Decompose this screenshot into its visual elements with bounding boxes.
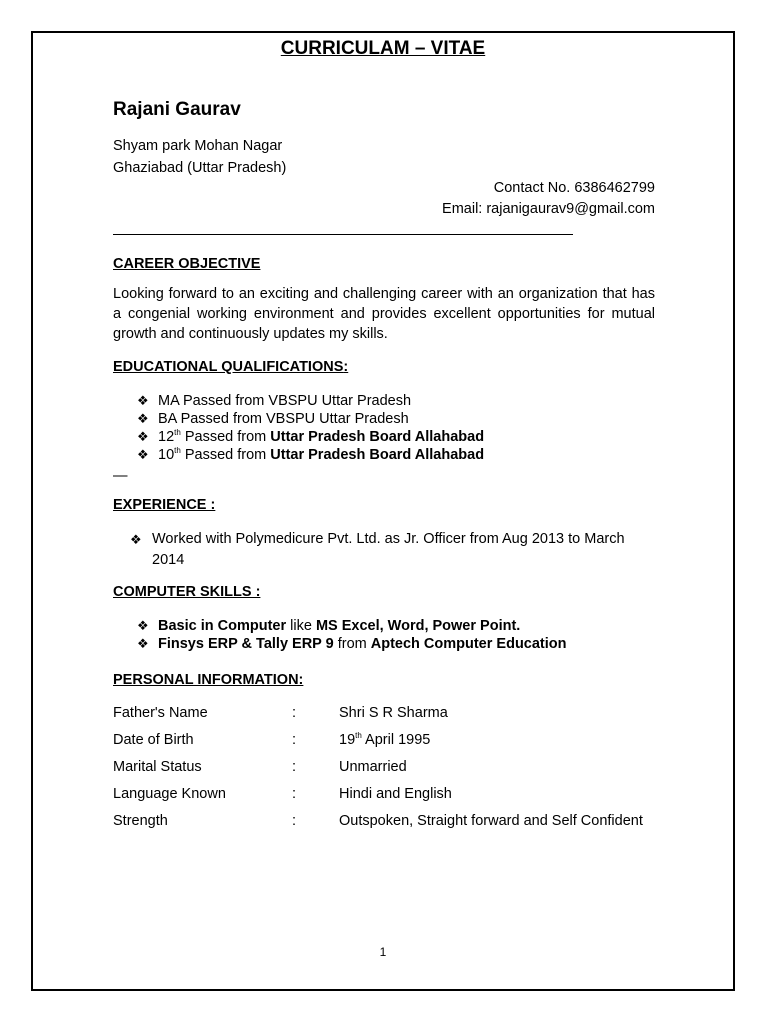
document-title: CURRICULAM – VITAE	[280, 38, 486, 59]
stray-dash: —	[113, 468, 128, 484]
info-row-language-known	[113, 786, 673, 806]
education-item-board: Uttar Pradesh Board Allahabad	[270, 447, 485, 463]
info-row-marital-status	[113, 759, 673, 779]
dob-day-sup: th	[355, 731, 362, 740]
info-label: Strength	[113, 813, 168, 829]
skill-text: from	[333, 636, 371, 652]
page-number: 1	[379, 945, 387, 959]
education-item-num: 10	[158, 447, 175, 463]
info-separator: :	[292, 732, 297, 748]
bullet-diamond-icon: ❖	[137, 393, 149, 408]
education-item-pre: Passed from	[180, 447, 271, 463]
skill-bold-1: Finsys ERP & Tally ERP 9	[158, 636, 334, 652]
skill-bold-1: Basic in Computer	[158, 618, 287, 634]
info-label: Father's Name	[113, 705, 208, 721]
skill-text: like	[286, 618, 316, 634]
list-item	[137, 392, 484, 410]
info-row-strength	[113, 813, 673, 833]
dob-rest: April 1995	[361, 732, 431, 748]
education-heading	[113, 359, 348, 375]
education-item-board: Uttar Pradesh Board Allahabad	[270, 429, 485, 445]
info-separator: :	[292, 813, 297, 829]
skill-bold-2: MS Excel, Word, Power Point.	[315, 618, 521, 634]
education-item-text: MA Passed from VBSPU Uttar Pradesh	[158, 393, 412, 409]
education-item-pre: Passed from	[180, 429, 271, 445]
bullet-diamond-icon: ❖	[137, 447, 149, 462]
career-objective-text: Looking forward to an exciting and challenging career with an organization that has a congenial working environment and provides excellent opportunities for mutual growth and continuously updates my skills.	[113, 286, 655, 342]
info-separator: :	[292, 705, 297, 721]
contact-phone: Contact No. 6386462799	[493, 180, 655, 196]
list-item	[137, 635, 567, 653]
list-item	[137, 410, 484, 428]
address-line-2: Ghaziabad (Uttar Pradesh)	[113, 160, 287, 176]
career-objective-heading: CAREER OBJECTIVE	[113, 256, 261, 272]
list-item	[137, 446, 484, 464]
computer-skills-list	[137, 617, 567, 653]
bullet-diamond-icon: ❖	[137, 636, 149, 651]
info-label: Language Known	[113, 786, 226, 802]
education-item-text: BA Passed from VBSPU Uttar Pradesh	[158, 411, 409, 427]
address-line-1: Shyam park Mohan Nagar	[113, 138, 283, 154]
info-value: Outspoken, Straight forward and Self Confident	[339, 813, 643, 829]
info-value: Unmarried	[339, 759, 407, 775]
list-item	[137, 428, 484, 446]
info-label: Marital Status	[113, 759, 202, 775]
info-separator: :	[292, 786, 297, 802]
info-value: Shri S R Sharma	[339, 705, 448, 721]
info-row-fathers-name	[113, 705, 673, 725]
info-row-date-of-birth	[113, 732, 673, 752]
info-value	[339, 732, 430, 748]
bullet-diamond-icon: ❖	[130, 532, 142, 547]
bullet-diamond-icon: ❖	[137, 618, 149, 633]
bullet-diamond-icon: ❖	[137, 411, 149, 426]
contact-email: Email: rajanigaurav9@gmail.com	[442, 201, 655, 217]
computer-skills-heading: COMPUTER SKILLS :	[113, 584, 261, 600]
bullet-diamond-icon: ❖	[137, 429, 149, 444]
personal-info-heading: PERSONAL INFORMATION:	[113, 672, 304, 688]
candidate-name: Rajani Gaurav	[113, 99, 241, 120]
education-item-num: 12	[158, 429, 175, 445]
education-item-sup: th	[174, 446, 181, 455]
header-divider	[113, 234, 573, 235]
info-separator: :	[292, 759, 297, 775]
list-item	[137, 617, 567, 635]
info-label: Date of Birth	[113, 732, 194, 748]
dob-day: 19	[339, 732, 356, 748]
experience-heading: EXPERIENCE :	[113, 497, 216, 513]
skill-bold-2: Aptech Computer Education	[370, 636, 567, 652]
education-item-sup: th	[174, 428, 181, 437]
experience-item-text: Worked with Polymedicure Pvt. Ltd. as Jr. Officer from Aug 2013 to March 2014	[152, 531, 625, 568]
info-value: Hindi and English	[339, 786, 452, 802]
education-heading-colon: :	[343, 359, 349, 375]
education-heading-text: EDUCATIONAL QUALIFICATIONS	[113, 359, 344, 375]
education-list	[137, 392, 484, 464]
experience-item	[130, 529, 657, 571]
